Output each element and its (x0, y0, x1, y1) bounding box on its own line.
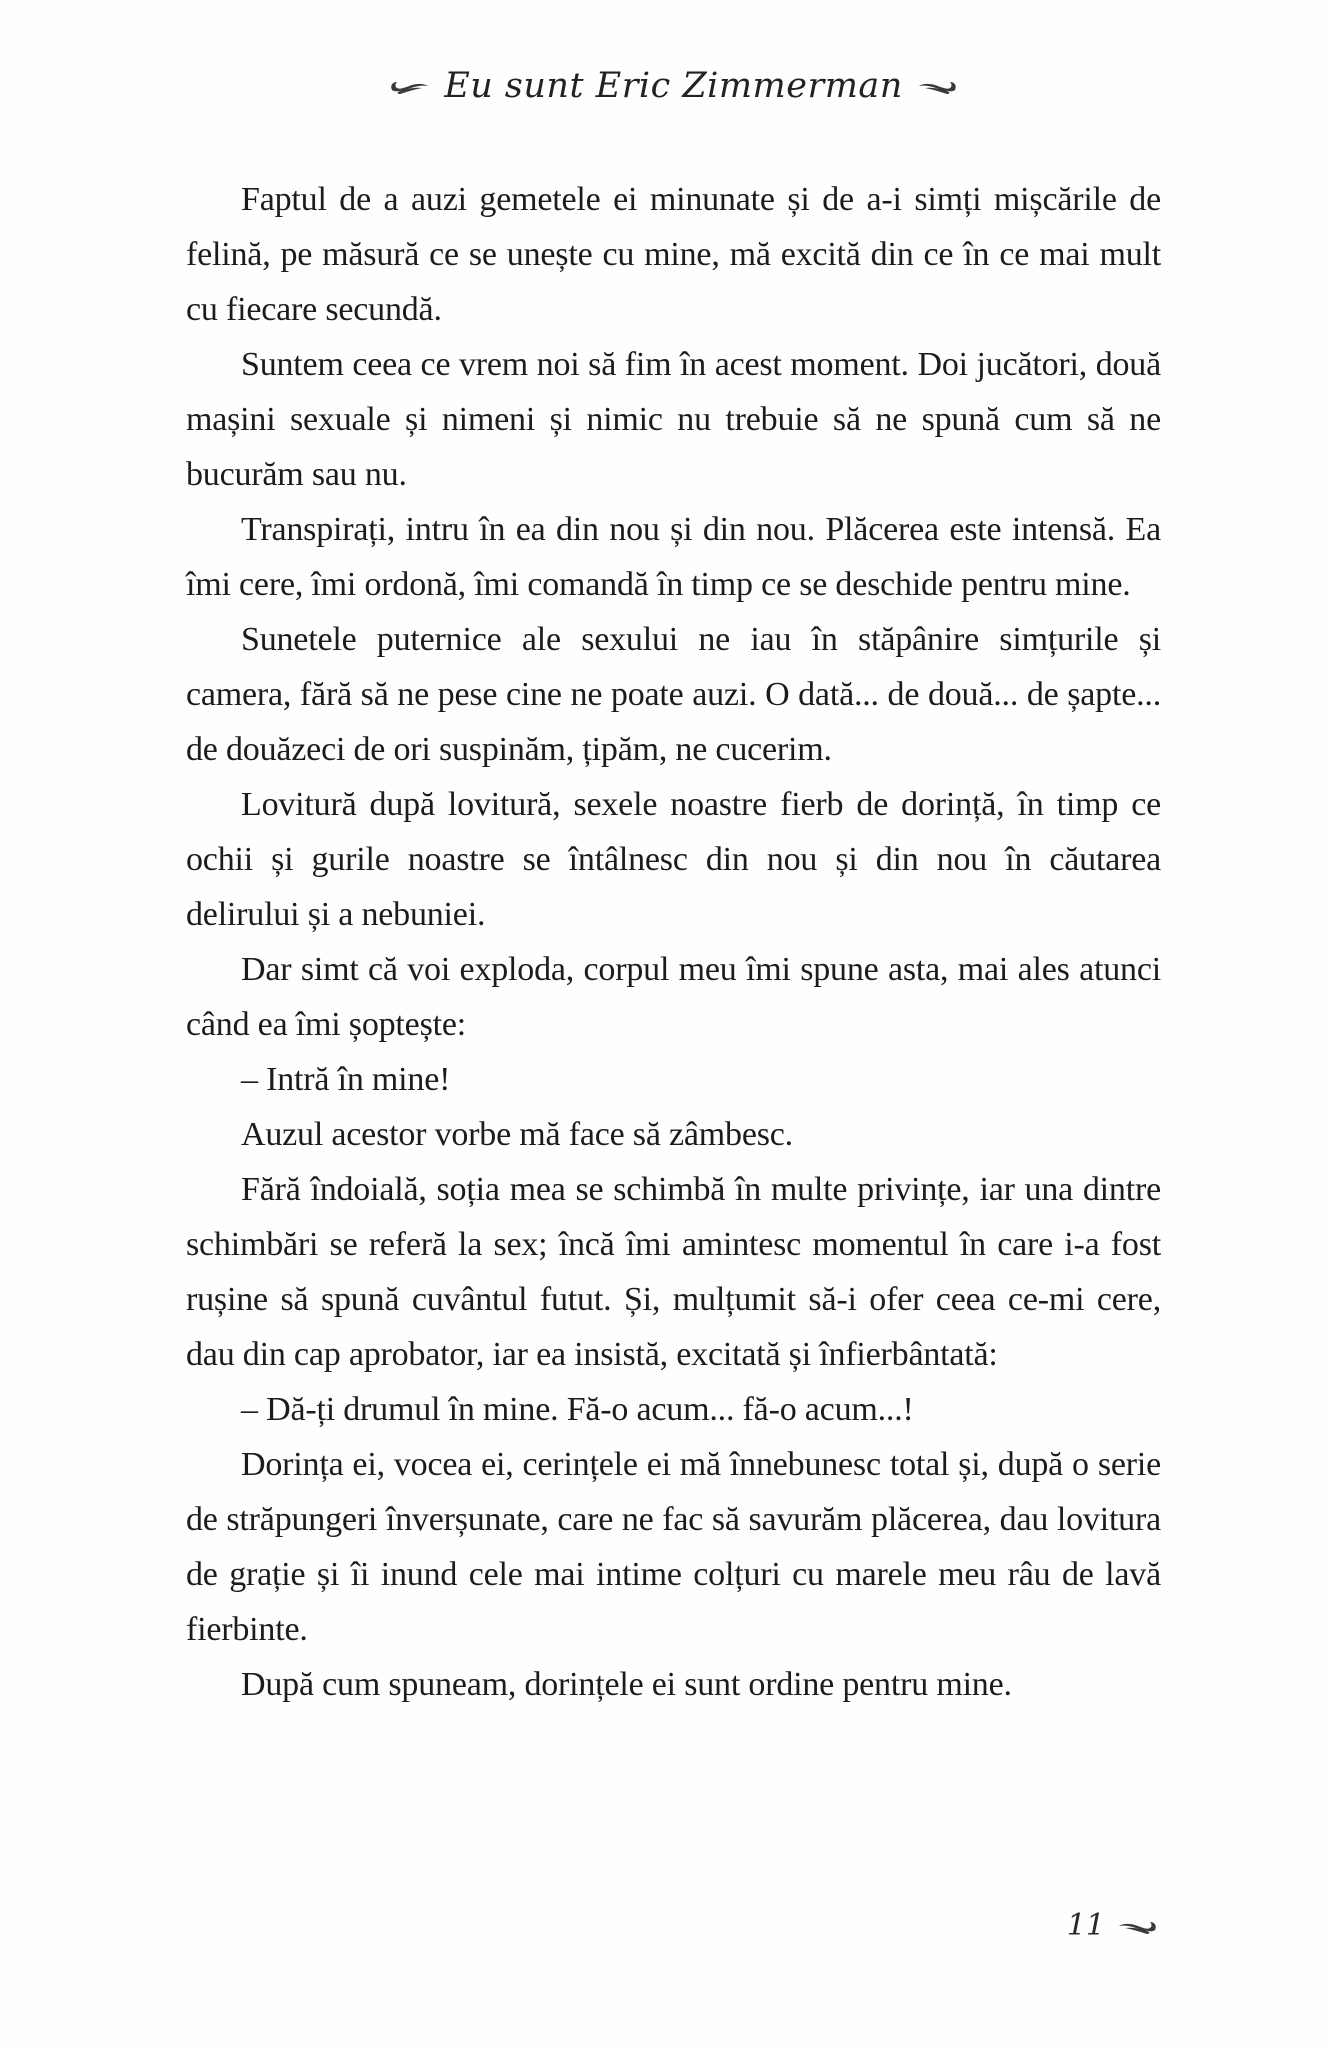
page-number: 11 (1066, 1908, 1105, 1943)
paragraph: Auzul acestor vorbe mă face să zâmbesc. (241, 1116, 793, 1153)
flourish-right-icon (917, 74, 961, 98)
paragraph: Transpirați, intru în ea din nou și din nou. Plăcerea este intensă. Ea îmi cere, îmi ordonă, îmi comandă în timp ce se deschide pentru mine. (186, 511, 1161, 603)
paragraph: Lovitură după lovitură, sexele noastre fierb de dorință, în timp ce ochii și gurile noastre se întâlnesc din nou și din nou în căutarea delirului și a nebuniei. (186, 786, 1161, 933)
page-footer (186, 1908, 1161, 1943)
paragraph: Faptul de a auzi gemetele ei minunate și de a-i simți mișcările de felină, pe măsură ce se unește cu mine, mă excită din ce în ce mai mult cu fiecare secundă. (186, 181, 1161, 328)
paragraph: Fără îndoială, soția mea se schimbă în multe privințe, iar una dintre schimbări se referă la sex; încă îmi amintesc momentul în care i-a fost rușine să spună cuvântul futut. Și, mulțumit să-i ofer ceea ce-mi cere, dau din cap aprobator, iar ea insistă, excitată și înfierbântată: (186, 1171, 1161, 1373)
paragraph: După cum spuneam, dorințele ei sunt ordine pentru mine. (241, 1666, 1012, 1703)
running-header (186, 66, 1161, 106)
header-title: Eu sunt Eric Zimmerman (444, 66, 903, 106)
paragraph-dialogue: – Dă-ți drumul în mine. Fă-o acum... fă-o acum...! (241, 1391, 914, 1428)
paragraph: Dar simt că voi exploda, corpul meu îmi spune asta, mai ales atunci când ea îmi șoptește: (186, 951, 1161, 1043)
paragraph: Suntem ceea ce vrem noi să fim în acest moment. Doi jucători, două mașini sexuale și nimeni și nimic nu trebuie să ne spună cum să ne bucurăm sau nu. (186, 346, 1161, 493)
paragraph: Dorința ei, vocea ei, cerințele ei mă înnebunesc total și, după o serie de străpungeri înverșunate, care ne fac să savurăm plăcerea, dau lovitura de grație și îi inund cele mai intime colțuri cu marele meu râu de lavă fierbinte. (186, 1446, 1161, 1648)
paragraph-dialogue: – Intră în mine! (241, 1061, 451, 1098)
page-body-text (186, 172, 1161, 1712)
flourish-left-icon (386, 74, 430, 98)
footer-flourish-icon (1117, 1914, 1161, 1938)
paragraph: Sunetele puternice ale sexului ne iau în stăpânire simțurile și camera, fără să ne pese cine ne poate auzi. O dată... de două... de șapte... de douăzeci de ori suspinăm, țipăm, ne cucerim. (186, 621, 1161, 768)
